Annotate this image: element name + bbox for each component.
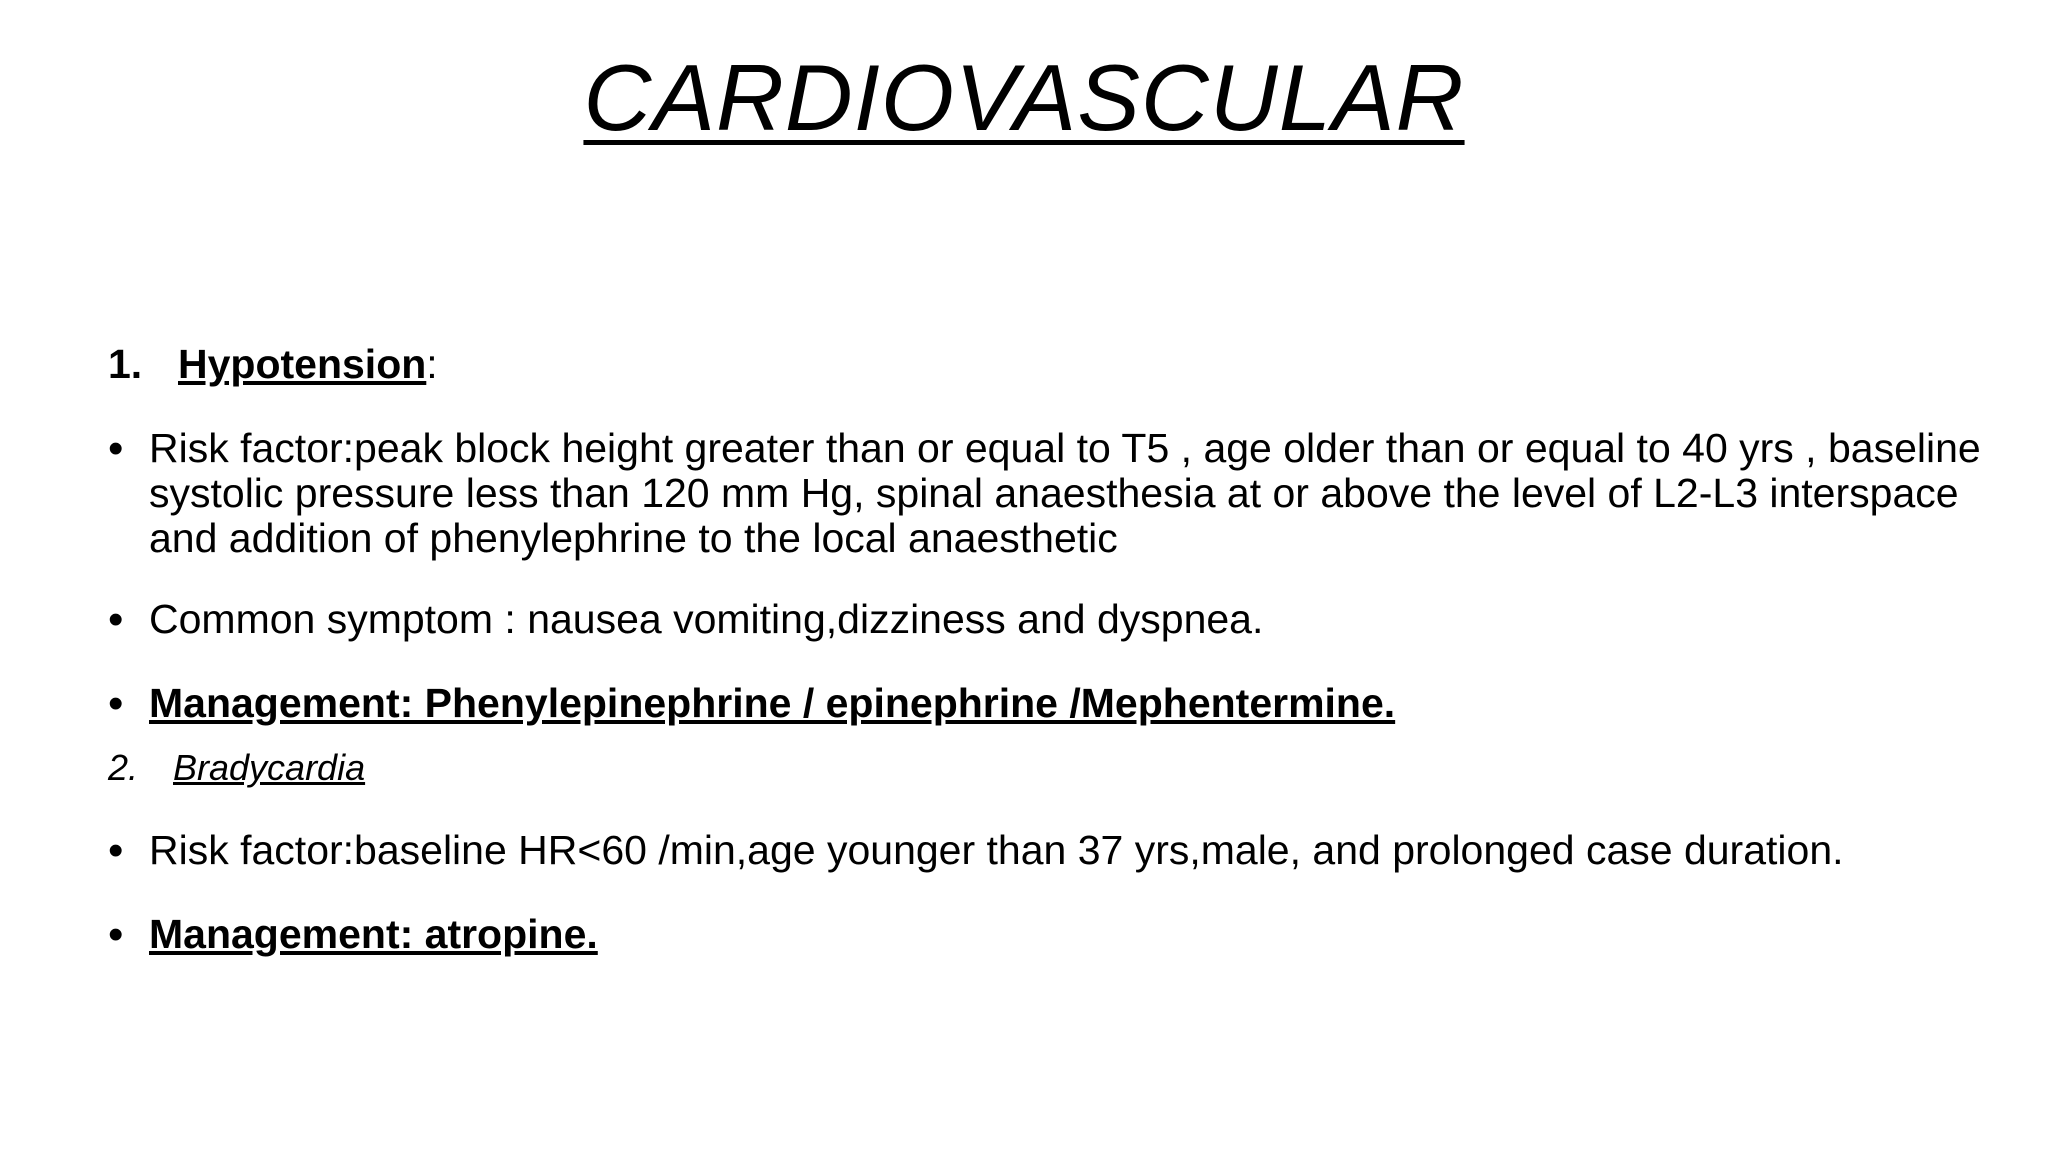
section-number: 2. <box>108 747 139 788</box>
bullet-item <box>108 681 2008 726</box>
section-label: Hypotension <box>178 341 427 387</box>
section-number: 1. <box>108 341 143 387</box>
bullet-icon: • <box>108 424 124 473</box>
section-label: Bradycardia <box>173 747 366 788</box>
bullet-text: Common symptom : nausea vomiting,dizziness and dyspnea. <box>149 596 1264 642</box>
section-heading-bradycardia <box>108 746 365 789</box>
bullet-icon: • <box>108 679 124 728</box>
bullet-text: Risk factor:peak block height greater than or equal to T5 , age older than or equal to 40 yrs , baseline systolic pressure less than 120 mm Hg, spinal anaesthesia at or above the level of L2-L3 interspace and addition of phenylephrine to the local anaesthetic <box>149 425 1981 561</box>
bullet-text: Management: atropine. <box>149 911 598 957</box>
bullet-item <box>108 597 2008 642</box>
bullet-icon: • <box>108 595 124 644</box>
bullet-item <box>108 828 2008 873</box>
section-heading-hypotension <box>108 340 438 389</box>
section-suffix: : <box>426 341 438 387</box>
bullet-icon: • <box>108 910 124 959</box>
bullet-item <box>108 426 2008 561</box>
slide-title: CARDIOVASCULAR <box>583 45 1465 150</box>
bullet-text: Management: Phenylepinephrine / epinephrine /Mephentermine. <box>149 680 1396 726</box>
bullet-icon: • <box>108 826 124 875</box>
bullet-text: Risk factor:baseline HR<60 /min,age younger than 37 yrs,male, and prolonged case duration. <box>149 827 1844 873</box>
bullet-item <box>108 912 2008 957</box>
